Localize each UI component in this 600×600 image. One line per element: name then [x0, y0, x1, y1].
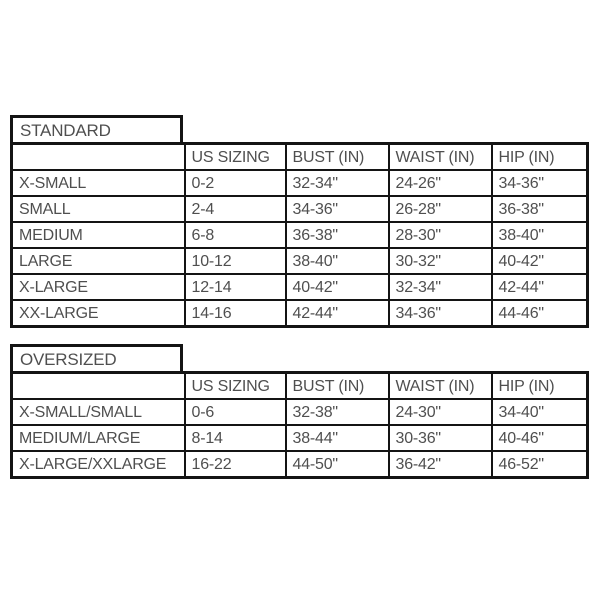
measurement-cell: 34-36": [286, 196, 389, 222]
measurement-cell: 30-36": [389, 425, 492, 451]
header-row: [12, 144, 588, 171]
size-label-cell: MEDIUM: [12, 222, 185, 248]
standard-size-table: [10, 142, 589, 328]
empty-header-cell: [12, 373, 185, 400]
measurement-cell: 26-28": [389, 196, 492, 222]
measurement-cell: 46-52": [492, 451, 588, 478]
oversized-size-table: [10, 371, 589, 479]
measurement-cell: 38-44": [286, 425, 389, 451]
measurement-cell: 0-6: [185, 399, 286, 425]
measurement-cell: 30-32": [389, 248, 492, 274]
standard-table-header: [12, 144, 588, 171]
table-row: [12, 399, 588, 425]
measurement-cell: 34-36": [492, 170, 588, 196]
standard-size-section: [10, 115, 586, 328]
measurement-cell: 34-40": [492, 399, 588, 425]
measurement-cell: 40-42": [492, 248, 588, 274]
measurement-cell: 42-44": [492, 274, 588, 300]
measurement-cell: 36-38": [492, 196, 588, 222]
measurement-cell: 12-14: [185, 274, 286, 300]
size-label-cell: MEDIUM/LARGE: [12, 425, 185, 451]
measurement-cell: 14-16: [185, 300, 286, 327]
measurement-cell: 36-38": [286, 222, 389, 248]
measurement-cell: 16-22: [185, 451, 286, 478]
measurement-cell: 44-50": [286, 451, 389, 478]
column-header: HIP (IN): [492, 144, 588, 171]
measurement-cell: 32-34": [286, 170, 389, 196]
column-header: US SIZING: [185, 144, 286, 171]
measurement-cell: 42-44": [286, 300, 389, 327]
measurement-cell: 6-8: [185, 222, 286, 248]
measurement-cell: 0-2: [185, 170, 286, 196]
column-header: BUST (IN): [286, 144, 389, 171]
table-row: [12, 425, 588, 451]
measurement-cell: 8-14: [185, 425, 286, 451]
oversized-size-section: [10, 344, 586, 479]
size-label-cell: SMALL: [12, 196, 185, 222]
oversized-title-box: [10, 344, 183, 371]
measurement-cell: 40-46": [492, 425, 588, 451]
header-row: [12, 373, 588, 400]
table-row: [12, 300, 588, 327]
oversized-table-header: [12, 373, 588, 400]
table-row: [12, 451, 588, 478]
size-label-cell: X-LARGE/XXLARGE: [12, 451, 185, 478]
table-row: [12, 248, 588, 274]
size-label-cell: X-SMALL/SMALL: [12, 399, 185, 425]
column-header: WAIST (IN): [389, 373, 492, 400]
measurement-cell: 10-12: [185, 248, 286, 274]
standard-title-label: STANDARD: [20, 120, 111, 140]
oversized-table-body: [12, 399, 588, 478]
oversized-title-label: OVERSIZED: [20, 349, 117, 369]
measurement-cell: 40-42": [286, 274, 389, 300]
table-row: [12, 274, 588, 300]
size-label-cell: X-LARGE: [12, 274, 185, 300]
measurement-cell: 38-40": [492, 222, 588, 248]
column-header: WAIST (IN): [389, 144, 492, 171]
size-label-cell: LARGE: [12, 248, 185, 274]
column-header: US SIZING: [185, 373, 286, 400]
standard-table-body: [12, 170, 588, 327]
size-label-cell: XX-LARGE: [12, 300, 185, 327]
measurement-cell: 32-38": [286, 399, 389, 425]
table-row: [12, 222, 588, 248]
measurement-cell: 24-26": [389, 170, 492, 196]
measurement-cell: 28-30": [389, 222, 492, 248]
empty-header-cell: [12, 144, 185, 171]
measurement-cell: 2-4: [185, 196, 286, 222]
measurement-cell: 36-42": [389, 451, 492, 478]
table-row: [12, 196, 588, 222]
standard-title-box: [10, 115, 183, 142]
column-header: HIP (IN): [492, 373, 588, 400]
measurement-cell: 34-36": [389, 300, 492, 327]
measurement-cell: 32-34": [389, 274, 492, 300]
table-row: [12, 170, 588, 196]
size-label-cell: X-SMALL: [12, 170, 185, 196]
measurement-cell: 44-46": [492, 300, 588, 327]
column-header: BUST (IN): [286, 373, 389, 400]
measurement-cell: 24-30": [389, 399, 492, 425]
measurement-cell: 38-40": [286, 248, 389, 274]
